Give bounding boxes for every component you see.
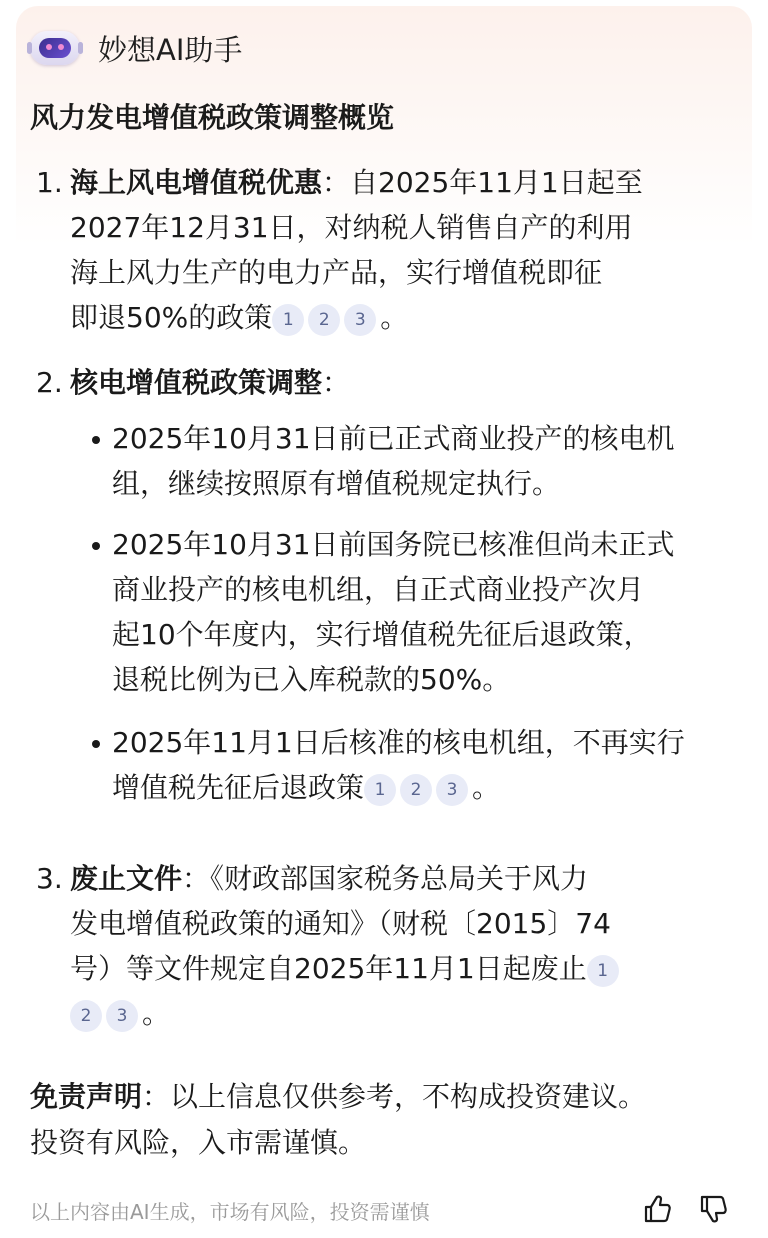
bullet-dot xyxy=(92,436,100,444)
bullet-item: 2025年11月1日后核准的核电机组，不再实行 增值税先征后退政策 1 2 3 。 xyxy=(92,720,742,810)
disclaimer: 免责声明：以上信息仅供参考，不构成投资建议。 投资有风险，入市需谨慎。 xyxy=(30,1080,647,1159)
bullet-dot xyxy=(92,542,100,550)
citation-badge[interactable]: 1 xyxy=(587,955,619,987)
citation-badge[interactable]: 3 xyxy=(436,774,468,806)
citation-badge[interactable]: 2 xyxy=(70,1000,102,1032)
list-item-2: 2. 核电增值税政策调整： xyxy=(36,360,736,405)
bullet-dot xyxy=(92,740,100,748)
disclaimer-label: 免责声明 xyxy=(30,1080,143,1113)
citation-badge[interactable]: 2 xyxy=(308,304,340,336)
citation-badge[interactable]: 1 xyxy=(364,774,396,806)
ai-generated-note: 以上内容由AI生成，市场有风险，投资需谨慎 xyxy=(30,1200,430,1224)
item-heading: 核电增值税政策调整 xyxy=(70,366,323,399)
list-number: 3. xyxy=(36,862,63,895)
citation-badge[interactable]: 3 xyxy=(344,304,376,336)
list-number: 2. xyxy=(36,366,63,399)
robot-icon xyxy=(30,31,80,65)
bullet-item: 2025年10月31日前已正式商业投产的核电机 组，继续按照原有增值税规定执行。 xyxy=(92,416,742,506)
citation-badge[interactable]: 3 xyxy=(106,1000,138,1032)
item-heading: 海上风电增值税优惠 xyxy=(70,166,323,199)
list-item-1: 1. 海上风电增值税优惠：自2025年11月1日起至 2027年12月31日，对纳税人销售自产的利用 海上风力生产的电力产品，实行增值税即征 即退50%的政策 1 2 3 。 xyxy=(36,160,736,340)
thumbs-up-icon[interactable] xyxy=(640,1192,674,1226)
assistant-name: 妙想AI助手 xyxy=(98,32,243,67)
citation-badge[interactable]: 1 xyxy=(272,304,304,336)
message-header xyxy=(30,24,242,72)
list-number: 1. xyxy=(36,166,63,199)
thumbs-down-icon[interactable] xyxy=(696,1192,730,1226)
citation-badge[interactable]: 2 xyxy=(400,774,432,806)
list-item-3: 3. 废止文件：《财政部国家税务总局关于风力 发电增值税政策的通知》（财税〔2015〕74 号）等文件规定自2025年11月1日起废止 1 2 3 。 xyxy=(36,856,736,1036)
bullet-item: 2025年10月31日前国务院已核准但尚未正式 商业投产的核电机组，自正式商业投产次月 起10个年度内，实行增值税先征后退政策， 退税比例为已入库税款的50%。 xyxy=(92,522,742,702)
answer-title: 风力发电增值税政策调整概览 xyxy=(30,101,395,134)
item-heading: 废止文件 xyxy=(70,862,183,895)
